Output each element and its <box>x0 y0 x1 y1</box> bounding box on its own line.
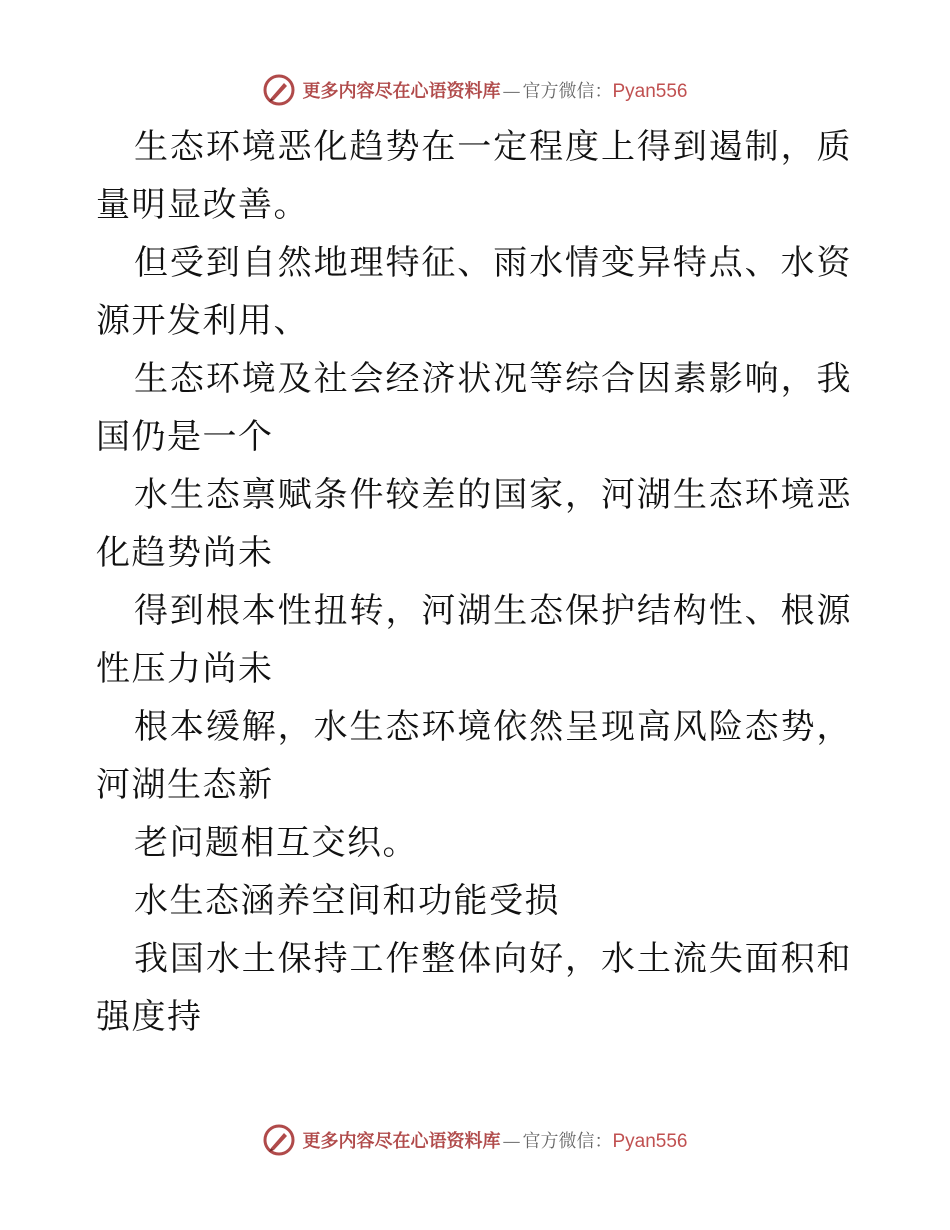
footer-banner <box>0 1120 950 1160</box>
header-banner-main: 更多内容尽在心语资料库 <box>302 81 501 102</box>
footer-banner-label: 官方微信： <box>522 1131 613 1152</box>
footer-banner-text <box>302 1127 687 1153</box>
footer-wechat-id: Pyan556 <box>612 1131 688 1152</box>
paragraph: 生态环境及社会经济状况等综合因素影响，我国仍是一个 <box>96 359 852 457</box>
header-banner <box>0 70 950 110</box>
paragraph: 生态环境恶化趋势在一定程度上得到遏制，质量明显改善。 <box>96 127 852 225</box>
pen-logo-icon <box>262 73 296 107</box>
pen-logo-icon <box>262 1123 296 1157</box>
paragraph: 老问题相互交织。 <box>134 823 418 863</box>
section-heading: 水生态涵养空间和功能受损 <box>134 881 560 921</box>
footer-banner-dash: — <box>502 1131 521 1152</box>
paragraph: 水生态禀赋条件较差的国家，河湖生态环境恶化趋势尚未 <box>96 475 852 573</box>
paragraph: 我国水土保持工作整体向好，水土流失面积和强度持 <box>96 939 852 1037</box>
paragraph: 得到根本性扭转，河湖生态保护结构性、根源性压力尚未 <box>96 591 852 689</box>
footer-banner-main: 更多内容尽在心语资料库 <box>302 1131 501 1152</box>
header-wechat-id: Pyan556 <box>612 81 688 102</box>
header-banner-dash: — <box>502 81 521 102</box>
paragraph: 但受到自然地理特征、雨水情变异特点、水资源开发利用、 <box>96 243 852 341</box>
paragraph: 根本缓解，水生态环境依然呈现高风险态势，河湖生态新 <box>96 707 852 805</box>
document-body <box>96 118 852 1046</box>
header-banner-text <box>302 77 687 103</box>
header-banner-label: 官方微信： <box>522 81 613 102</box>
